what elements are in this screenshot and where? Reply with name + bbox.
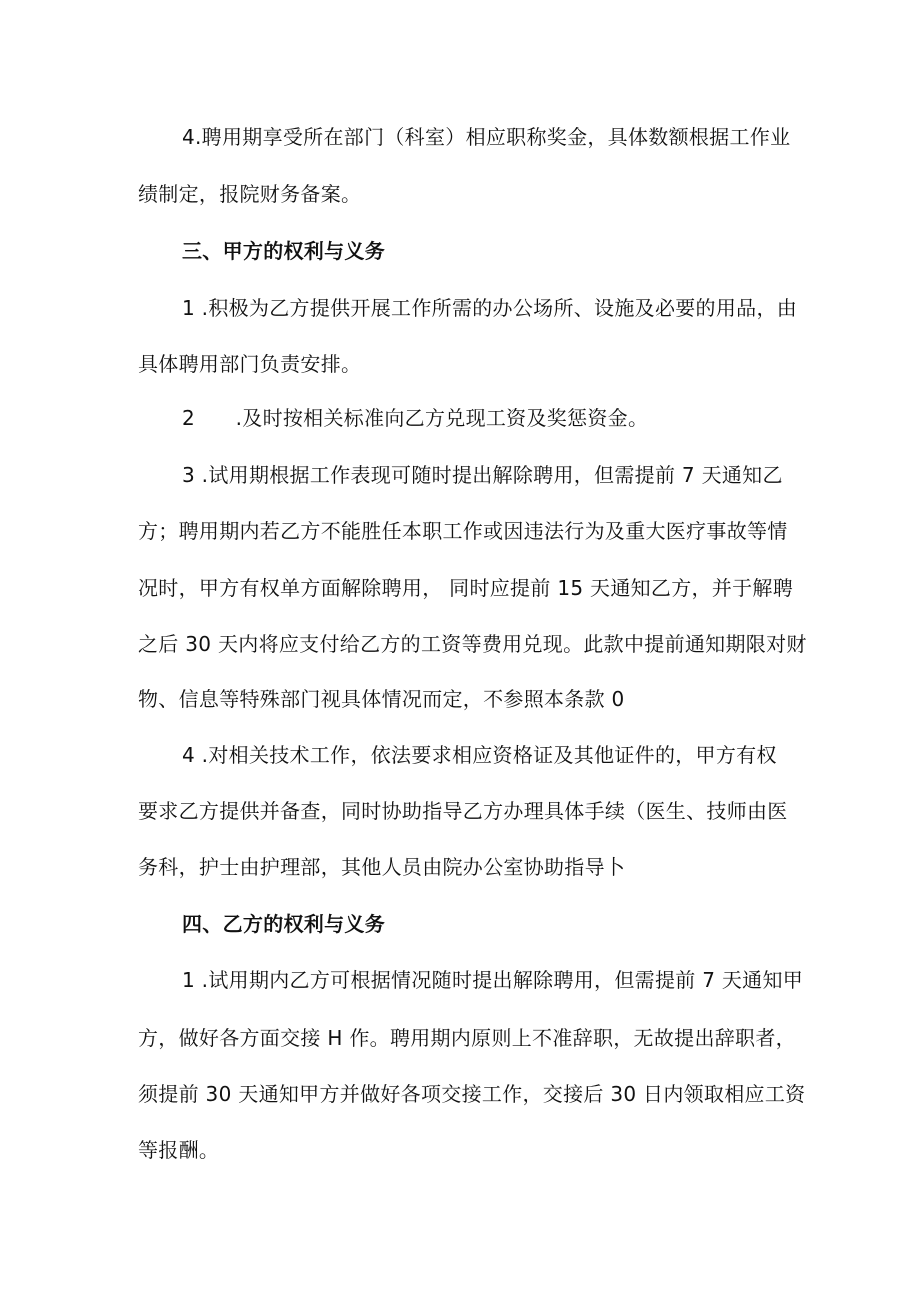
paragraph-line: 方；聘用期内若乙方不能胜任本职工作或因违法行为及重大医疗事故等情 bbox=[138, 519, 788, 543]
paragraph-line: 务科，护士由护理部，其他人员由院办公室协助指导卜 bbox=[138, 855, 626, 879]
paragraph-line: 4 .对相关技术工作，依法要求相应资格证及其他证件的，甲方有权 bbox=[182, 743, 777, 767]
paragraph-line: 绩制定，报院财务备案。 bbox=[138, 182, 362, 206]
paragraph-line: 等报酬。 bbox=[138, 1138, 220, 1162]
paragraph-line: 3 .试用期根据工作表现可随时提出解除聘用，但需提前 7 天通知乙 bbox=[182, 463, 783, 487]
paragraph-line: 物、信息等特殊部门视具体情况而定，不参照本条款 0 bbox=[138, 687, 625, 711]
paragraph-line: 2 .及时按相关标准向乙方兑现工资及奖惩资金。 bbox=[182, 406, 649, 430]
paragraph-line: 1 .积极为乙方提供开展工作所需的办公场所、设施及必要的用品，由 bbox=[182, 296, 798, 320]
paragraph-line: 况时，甲方有权单方面解除聘用， 同时应提前 15 天通知乙方，并于解聘 bbox=[138, 576, 794, 600]
paragraph-line: 4.聘用期享受所在部门（科室）相应职称奖金，具体数额根据工作业 bbox=[182, 125, 791, 149]
section-heading: 三、甲方的权利与义务 bbox=[182, 239, 385, 263]
paragraph-line: 须提前 30 天通知甲方并做好各项交接工作，交接后 30 日内领取相应工资 bbox=[138, 1082, 806, 1106]
paragraph-line: 要求乙方提供并备查，同时协助指导乙方办理具体手续（医生、技师由医 bbox=[138, 799, 788, 823]
paragraph-line: 具体聘用部门负责安排。 bbox=[138, 352, 362, 376]
paragraph-line: 之后 30 天内将应支付给乙方的工资等费用兑现。此款中提前通知期限对财 bbox=[138, 632, 807, 656]
section-heading: 四、乙方的权利与义务 bbox=[182, 912, 385, 936]
paragraph-line: 方，做好各方面交接 H 作。聘用期内原则上不准辞职，无故提出辞职者， bbox=[138, 1026, 796, 1050]
paragraph-line: 1 .试用期内乙方可根据情况随时提出解除聘用，但需提前 7 天通知甲 bbox=[182, 968, 804, 992]
